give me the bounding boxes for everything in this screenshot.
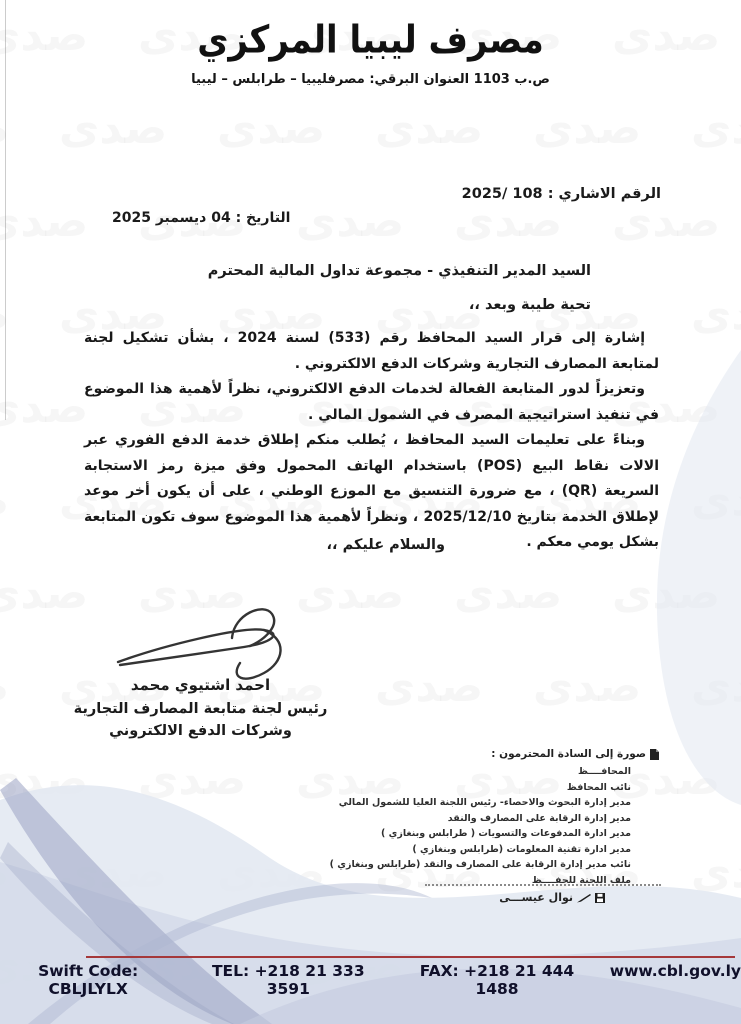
disk-icon [595,893,605,903]
distribution-item: نائب مدير إدارة الرقابة على المصارف والنقد (طرابلس وبنغازي ) [329,859,631,870]
distribution-item: مدير إدارة البحوث والاحصاء- رئيس اللجنة العليا للشمول المالي [338,797,631,808]
letterhead [0,17,741,87]
distribution-items [330,764,645,888]
distribution-item: مدير إدارة الرقابة على المصارف والنقد [447,812,631,824]
letter-body [84,326,659,556]
distribution-item: نائب المحافظ [566,781,631,793]
footer-contact-bar [0,962,741,998]
prepared-by-row [425,891,661,904]
reference-label: الرقم الاشاري : [547,186,661,202]
closing-salutation: والسلام عليكم ،، [326,537,445,553]
addressee-line: السيد المدير التنفيذي - مجموعة تداول المالية المحترم [207,263,591,279]
distribution-item: مدير ادارة تقنية المعلومات (طرابلس وبنغازي ) [412,843,631,855]
greeting-line: تحية طيبة وبعد ،، [468,297,591,313]
signature-block [48,676,353,745]
body-paragraph: وتعزيزاً لدور المتابعة الفعالة لخدمات الدفع الالكتروني، نظراً لأهمية هذا الموضوع في تنفيذ استراتيجية المصرف في الشمول المالي . [84,381,659,423]
reference-value: 2025/ 108 [461,186,543,202]
footer-tel: TEL: +218 21 333 3591 [211,962,365,998]
body-paragraph: وبناءً على تعليمات السيد المحافظ ، يُطلب منكم إطلاق خدمة الدفع الفوري عبر الالات نقاط البيع (POS) باستخدام الهاتف المحمول وفق ميزة رمز الاستجابة السريعة (QR) ، مع ضرورة التنسيق مع الموزع الوطني ، على أن يكون أخر موعد لإطلاق الخدمة بتاريخ 2025/12/10 ، ونظراً لأهمية هذا الموضوع سوف تكون المتابعة بشكل يومي معكم . [84,432,660,550]
pen-icon [577,893,591,903]
signatory-name: احمد اشتيوي محمد [130,676,271,694]
reference-number [462,186,661,202]
footer-rule [86,956,735,958]
signatory-title-1: رئيس لجنة متابعة المصارف التجارية [73,701,328,717]
distribution-list [330,748,645,888]
distribution-header [330,748,659,760]
prepared-by [425,884,661,904]
body-paragraph: إشارة إلى قرار السيد المحافظ رقم (533) لسنة 2024 ، بشأن تشكيل لجنة لمتابعة المصارف التجارية وشركات الدفع الالكتروني . [84,330,659,372]
distribution-item: المحافــــظ [578,766,631,777]
swift-code: Swift Code: CBLJLYLX [38,962,139,998]
signatory-title-2: وشركات الدفع الالكتروني [109,723,292,739]
dotted-separator [425,884,661,886]
distribution-header-label: صورة إلى السادة المحترمون : [491,748,646,760]
distribution-item: مدير ادارة المدفوعات والتسويات ( طرابلس وبنغازي ) [381,828,631,839]
letter-date: التاريخ : 04 ديسمبر 2025 [112,210,291,226]
prepared-by-name: نوال عيســـى [499,891,573,904]
distribution-item: ملف اللجنة للحفــــظ [531,874,631,886]
footer-website: www.cbl.gov.ly [609,962,741,980]
footer-fax: FAX: +218 21 444 1488 [419,962,575,998]
letterhead-address-line: ص.ب 1103 العنوان البرقي: مصرفليبيا – طرابلس – ليبيا [191,72,550,87]
document-icon [650,749,659,760]
bank-logo-calligraphy: مصرف ليبيا المركزي [197,17,544,63]
right-ribbon-shape [657,350,741,805]
